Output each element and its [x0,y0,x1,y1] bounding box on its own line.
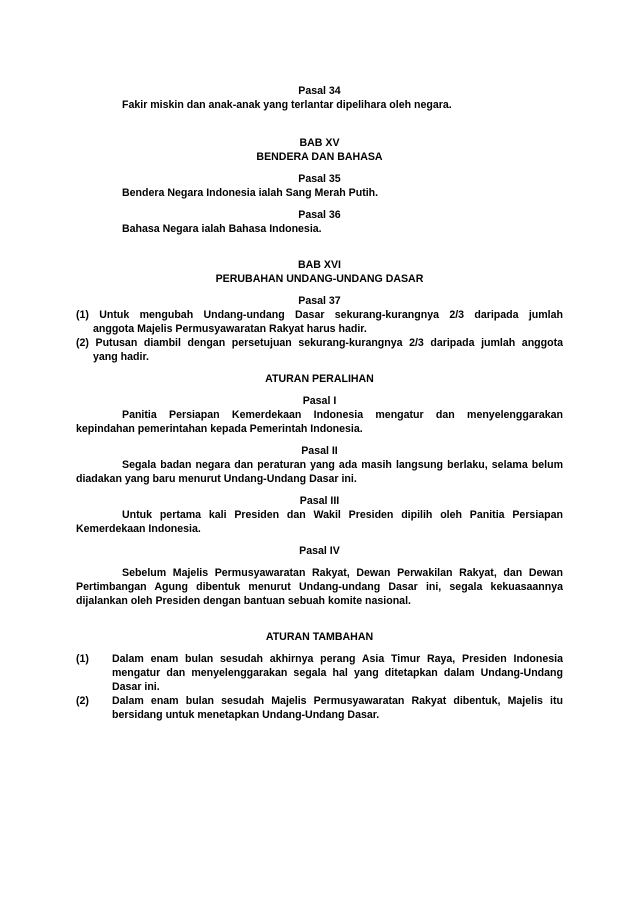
aturan-tambahan-item-2-number: (2) [76,695,89,707]
pasal-36-text: Bahasa Negara ialah Bahasa Indonesia. [122,223,322,235]
pasal-37-item-2-line-1: (2) Putusan diambil dengan persetujuan sekurang-kurangnya 2/3 daripada jumlah anggota [76,337,563,349]
pasal-iii-heading: Pasal III [299,495,340,507]
pasal-37-heading: Pasal 37 [298,295,341,307]
pasal-iv-line-1: Sebelum Majelis Permusyawaratan Rakyat, Dewan Perwakilan Rakyat, dan Dewan [122,567,563,579]
bab-15-title: BENDERA DAN BAHASA [256,151,383,163]
aturan-tambahan-item-1-line-3: Dasar ini. [112,681,160,693]
bab-15-heading: BAB XV [299,137,340,149]
pasal-ii-heading: Pasal II [301,445,338,457]
pasal-37-item-2-line-2: yang hadir. [93,351,149,363]
pasal-i-heading: Pasal I [302,395,337,407]
aturan-tambahan-item-1-line-1: Dalam enam bulan sesudah akhirnya perang Asia Timur Raya, Presiden Indonesia [112,653,563,665]
pasal-i-line-2: kepindahan pemerintahan kepada Pemerintah Indonesia. [76,423,363,435]
pasal-iv-heading: Pasal IV [299,545,340,557]
pasal-37-item-1-line-2: anggota Majelis Permusyawaratan Rakyat harus hadir. [93,323,367,335]
pasal-iii-line-2: Kemerdekaan Indonesia. [76,523,201,535]
pasal-iii-line-1: Untuk pertama kali Presiden dan Wakil Presiden dipilih oleh Panitia Persiapan [122,509,563,521]
pasal-36-heading: Pasal 36 [298,209,341,221]
pasal-iv-line-2: Pertimbangan Agung dibentuk menurut Undang-undang Dasar ini, segala kekuasaannya [76,581,563,593]
pasal-35-text: Bendera Negara Indonesia ialah Sang Merah Putih. [122,187,379,199]
pasal-i-line-1: Panitia Persiapan Kemerdekaan Indonesia mengatur dan menyelenggarakan [122,409,563,421]
pasal-ii-line-2: diadakan yang baru menurut Undang-Undang Dasar ini. [76,473,357,485]
pasal-35-heading: Pasal 35 [298,173,341,185]
aturan-tambahan-title: ATURAN TAMBAHAN [265,631,374,643]
pasal-iv-line-3: dijalankan oleh Presiden dengan bantuan sebuah komite nasional. [76,595,411,607]
pasal-ii-line-1: Segala badan negara dan peraturan yang ada masih langsung berlaku, selama belum [122,459,563,471]
aturan-tambahan-item-2-line-2: bersidang untuk menetapkan Undang-Undang Dasar. [112,709,380,721]
pasal-34-heading: Pasal 34 [298,85,341,97]
aturan-tambahan-item-1-line-2: mengatur dan menyelenggarakan segala hal yang ditetapkan dalam Undang-Undang [112,667,563,679]
pasal-34-text: Fakir miskin dan anak-anak yang terlantar dipelihara oleh negara. [122,99,452,111]
pasal-37-item-1-line-1: (1) Untuk mengubah Undang-undang Dasar sekurang-kurangnya 2/3 daripada jumlah [76,309,563,321]
aturan-peralihan-title: ATURAN PERALIHAN [265,373,374,385]
aturan-tambahan-item-1-number: (1) [76,653,89,665]
bab-16-title: PERUBAHAN UNDANG-UNDANG DASAR [215,273,424,285]
bab-16-heading: BAB XVI [298,259,341,271]
aturan-tambahan-item-2-line-1: Dalam enam bulan sesudah Majelis Permusyawaratan Rakyat dibentuk, Majelis itu [112,695,563,707]
